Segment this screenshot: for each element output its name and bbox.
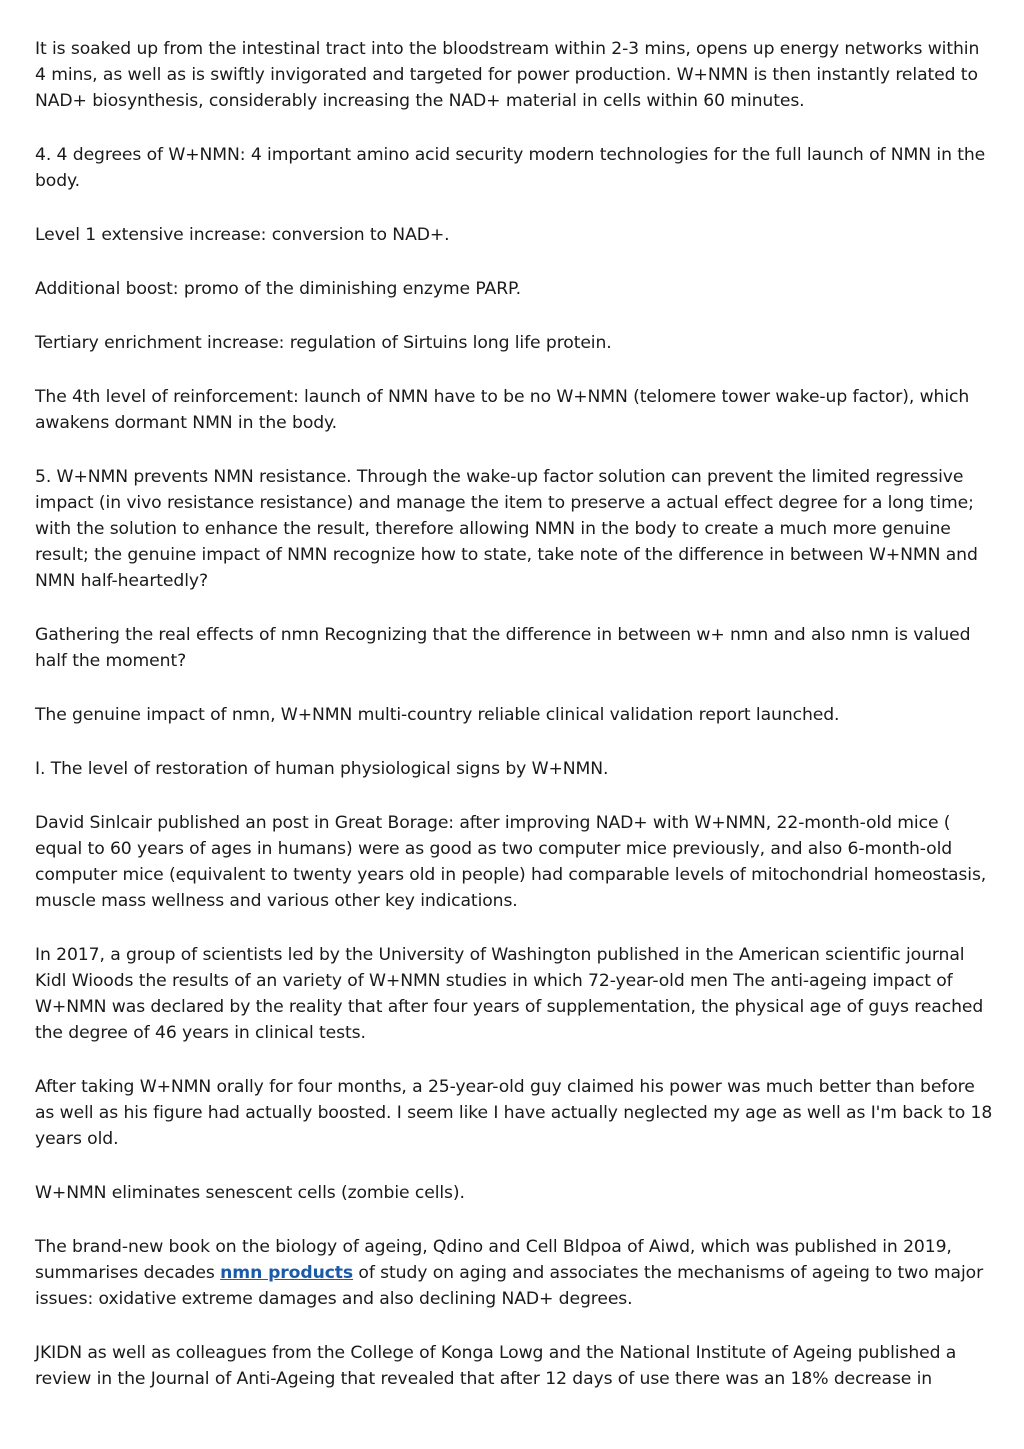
paragraph-senescent-cells: W+NMN eliminates senescent cells (zombie cells). [35,1183,465,1203]
nmn-products-link[interactable]: nmn products [220,1263,354,1283]
ageing-book-text-after: of study on aging and associates the mechanisms of ageing to two major issues: oxidative extreme damages and also declining NAD+ degrees. [35,1263,984,1309]
paragraph-validation-report: The genuine impact of nmn, W+NMN multi-country reliable clinical validation report launched. [35,705,840,725]
paragraph-restoration: I. The level of restoration of human physiological signs by W+NMN. [35,759,609,779]
paragraph-mice-study: David Sinlcair published an post in Great Borage: after improving NAD+ with W+NMN, 22-month-old mice ( equal to 60 years of ages in humans) were as good as two computer mice previously, and also 6-month-old computer mice (equivalent to twenty years old in people) had comparable levels of mitochondrial homeostasis, muscle mass wellness and various other key indications. [35,813,987,911]
paragraph-four-degrees: 4. 4 degrees of W+NMN: 4 important amino acid security modern technologies for the full launch of NMN in the body. [35,145,986,191]
paragraph-level-1: Level 1 extensive increase: conversion to NAD+. [35,225,450,245]
paragraph-2017-study: In 2017, a group of scientists led by the University of Washington published in the American scientific journal Kidl Wioods the results of an variety of W+NMN studies in which 72-year-old men The anti-ageing impact of W+NMN was declared by the reality that after four years of supplementation, the physical age of guys reached the degree of 46 years in clinical tests. [35,945,984,1043]
paragraph-level-3: Tertiary enrichment increase: regulation of Sirtuins long life protein. [35,333,612,353]
paragraph-review: JKIDN as well as colleagues from the College of Konga Lowg and the National Institute of Ageing published a review in the Journal of Anti-Ageing that revealed that after 12 days of use there was an 18% decrease in [35,1343,957,1389]
paragraph-testimonial: After taking W+NMN orally for four months, a 25-year-old guy claimed his power was much better than before as well as his figure had actually boosted. I seem like I have actually neglected my age as well as I'm back to 18 years old. [35,1077,993,1149]
paragraph-gathering: Gathering the real effects of nmn Recognizing that the difference in between w+ nmn and also nmn is valued half the moment? [35,625,971,671]
paragraph-level-2: Additional boost: promo of the diminishing enzyme PARP. [35,279,521,299]
ageing-book-text-before: The brand-new book on the biology of ageing, Qdino and Cell Bldpoa of Aiwd, which was published in 2019, summarises decades [35,1237,952,1283]
paragraph-absorption: It is soaked up from the intestinal tract into the bloodstream within 2-3 mins, opens up energy networks within 4 mins, as well as is swiftly invigorated and targeted for power production. W+NMN is then instantly related to NAD+ biosynthesis, considerably increasing the NAD+ material in cells within 60 minutes. [35,39,980,111]
paragraph-level-4: The 4th level of reinforcement: launch of NMN have to be no W+NMN (telomere tower wake-up factor), which awakens dormant NMN in the body. [35,387,970,433]
paragraph-resistance: 5. W+NMN prevents NMN resistance. Through the wake-up factor solution can prevent the limited regressive impact (in vivo resistance resistance) and manage the item to preserve a actual effect degree for a long time; with the solution to enhance the result, therefore allowing NMN in the body to create a much more genuine result; the genuine impact of NMN recognize how to state, take note of the difference in between W+NMN and NMN half-heartedly? [35,467,978,591]
paragraph-ageing-book [35,1234,995,1312]
article-body [35,36,995,1420]
